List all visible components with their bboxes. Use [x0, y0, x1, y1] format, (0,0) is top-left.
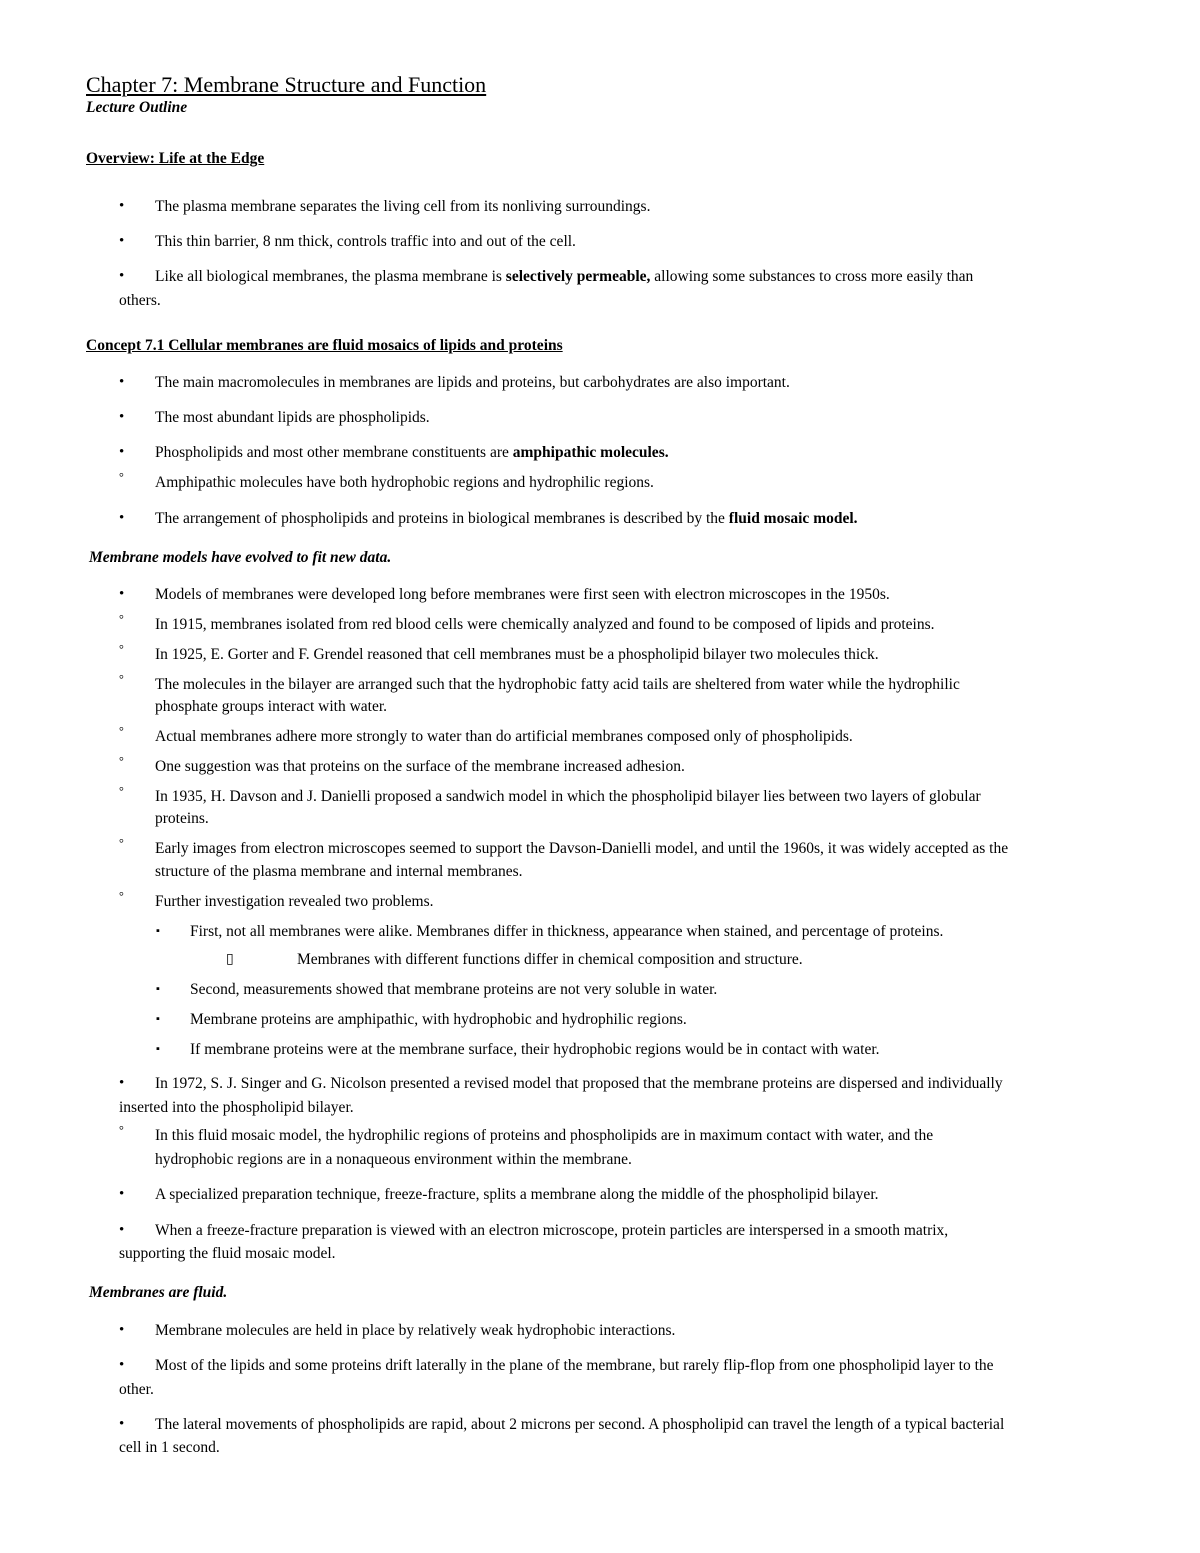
- models-subsub-2: Second, measurements showed that membrane proteins are not very soluble in water.: [190, 981, 718, 998]
- models-level4-1: Membranes with different functions differ in chemical composition and structure.: [297, 951, 803, 968]
- bullet-icon: •: [119, 1222, 125, 1238]
- concept-bullet-1: The main macromolecules in membranes are lipids and proteins, but carbohydrates are also important.: [155, 374, 790, 391]
- models-bullet-2-line-1: In 1972, S. J. Singer and G. Nicolson presented a revised model that proposed that the membrane proteins are dispersed and individually: [155, 1075, 1003, 1092]
- fluid-bullet-3-line-2: cell in 1 second.: [119, 1439, 220, 1456]
- text-segment: Like all biological membranes, the plasma membrane is: [155, 268, 506, 285]
- bullet-icon: •: [119, 586, 125, 602]
- circle-bullet-icon: °: [119, 724, 124, 738]
- circle-bullet-icon: °: [119, 470, 124, 484]
- bullet-icon: •: [119, 1357, 125, 1373]
- models-bullet-2-line-2: inserted into the phospholipid bilayer.: [119, 1099, 354, 1116]
- models-sub-6-line-1: In 1935, H. Davson and J. Danielli proposed a sandwich model in which the phospholipid bilayer lies between two layers of globular: [155, 788, 981, 805]
- overview-bullet-2: This thin barrier, 8 nm thick, controls traffic into and out of the cell.: [155, 233, 576, 250]
- bold-term: amphipathic molecules.: [512, 444, 669, 461]
- circle-bullet-icon: °: [119, 754, 124, 768]
- bullet-icon: •: [119, 233, 125, 249]
- box-bullet-icon: ▯: [226, 952, 234, 967]
- square-bullet-icon: ▪: [156, 925, 160, 937]
- concept-bullet-2: The most abundant lipids are phospholipids.: [155, 409, 430, 426]
- bullet-icon: •: [119, 198, 125, 214]
- concept-bullet-4: [155, 507, 858, 530]
- overview-bullet-3: [155, 265, 973, 288]
- models-sub-3-line-2: phosphate groups interact with water.: [155, 698, 388, 715]
- bullet-icon: •: [119, 510, 125, 526]
- circle-bullet-icon: °: [119, 836, 124, 850]
- square-bullet-icon: ▪: [156, 983, 160, 995]
- overview-bullet-3-continuation: others.: [119, 292, 161, 309]
- bullet-icon: •: [119, 1186, 125, 1202]
- fluid-bullet-2-line-2: other.: [119, 1381, 154, 1398]
- bullet-icon: •: [119, 1416, 125, 1432]
- models-sub-8: Further investigation revealed two problems.: [155, 893, 434, 910]
- bullet-icon: •: [119, 1075, 125, 1091]
- models-subsub-1: First, not all membranes were alike. Membranes differ in thickness, appearance when stained, and percentage of proteins.: [190, 923, 944, 940]
- bullet-icon: •: [119, 1322, 125, 1338]
- circle-bullet-icon: °: [119, 1123, 124, 1137]
- models-sub-9-line-2: hydrophobic regions are in a nonaqueous environment within the membrane.: [155, 1151, 632, 1168]
- models-sub-2: In 1925, E. Gorter and F. Grendel reasoned that cell membranes must be a phospholipid bilayer two molecules thick.: [155, 646, 879, 663]
- models-sub-4: Actual membranes adhere more strongly to water than do artificial membranes composed only of phospholipids.: [155, 728, 853, 745]
- bullet-icon: •: [119, 268, 125, 284]
- models-sub-9-line-1: In this fluid mosaic model, the hydrophilic regions of proteins and phospholipids are in maximum contact with water, and the: [155, 1127, 934, 1144]
- models-sub-5: One suggestion was that proteins on the surface of the membrane increased adhesion.: [155, 758, 685, 775]
- models-sub-3-line-1: The molecules in the bilayer are arranged such that the hydrophobic fatty acid tails are sheltered from water while the hydrophilic: [155, 676, 960, 693]
- circle-bullet-icon: °: [119, 672, 124, 686]
- models-bullet-4-line-1: When a freeze-fracture preparation is viewed with an electron microscope, protein particles are interspersed in a smooth matrix,: [155, 1222, 949, 1239]
- models-sub-1: In 1915, membranes isolated from red blood cells were chemically analyzed and found to be composed of lipids and proteins.: [155, 616, 935, 633]
- overview-bullet-1: The plasma membrane separates the living cell from its nonliving surroundings.: [155, 198, 651, 215]
- text-segment: Phospholipids and most other membrane constituents are: [155, 444, 513, 461]
- bullet-icon: •: [119, 374, 125, 390]
- concept-sub-1: Amphipathic molecules have both hydrophobic regions and hydrophilic regions.: [155, 474, 654, 491]
- circle-bullet-icon: °: [119, 889, 124, 903]
- membranes-fluid-heading: Membranes are fluid.: [89, 1284, 228, 1301]
- bold-term: selectively permeable,: [505, 268, 651, 285]
- overview-heading: Overview: Life at the Edge: [86, 150, 265, 167]
- circle-bullet-icon: °: [119, 784, 124, 798]
- models-sub-6-line-2: proteins.: [155, 810, 209, 827]
- models-subsub-4: If membrane proteins were at the membrane surface, their hydrophobic regions would be in contact with water.: [190, 1041, 880, 1058]
- square-bullet-icon: ▪: [156, 1013, 160, 1025]
- models-sub-7-line-1: Early images from electron microscopes seemed to support the Davson-Danielli model, and until the 1960s, it was widely accepted as the: [155, 840, 1009, 857]
- models-subsub-3: Membrane proteins are amphipathic, with hydrophobic and hydrophilic regions.: [190, 1011, 687, 1028]
- circle-bullet-icon: °: [119, 642, 124, 656]
- concept-bullet-3: [155, 441, 669, 464]
- models-sub-7-line-2: structure of the plasma membrane and internal membranes.: [155, 863, 523, 880]
- fluid-bullet-3-line-1: The lateral movements of phospholipids are rapid, about 2 microns per second. A phospholipid can travel the length of a typical bacterial: [155, 1416, 1005, 1433]
- square-bullet-icon: ▪: [156, 1043, 160, 1055]
- chapter-title: Chapter 7: Membrane Structure and Function: [86, 72, 487, 97]
- text-segment: allowing some substances to cross more easily than: [650, 268, 974, 285]
- bold-term: fluid mosaic model.: [728, 510, 858, 527]
- membrane-models-heading: Membrane models have evolved to fit new data.: [89, 549, 392, 566]
- lecture-outline-subtitle: Lecture Outline: [86, 99, 188, 116]
- bullet-icon: •: [119, 409, 125, 425]
- text-segment: The arrangement of phospholipids and proteins in biological membranes is described by the: [155, 510, 729, 527]
- fluid-bullet-2-line-1: Most of the lipids and some proteins drift laterally in the plane of the membrane, but rarely flip-flop from one phospholipid layer to the: [155, 1357, 994, 1374]
- bullet-icon: •: [119, 444, 125, 460]
- circle-bullet-icon: °: [119, 612, 124, 626]
- models-bullet-3: A specialized preparation technique, freeze-fracture, splits a membrane along the middle of the phospholipid bilayer.: [155, 1186, 879, 1203]
- concept-7-1-heading: Concept 7.1 Cellular membranes are fluid mosaics of lipids and proteins: [86, 337, 563, 354]
- models-bullet-1: Models of membranes were developed long before membranes were first seen with electron microscopes in the 1950s.: [155, 586, 890, 603]
- fluid-bullet-1: Membrane molecules are held in place by relatively weak hydrophobic interactions.: [155, 1322, 676, 1339]
- models-bullet-4-line-2: supporting the fluid mosaic model.: [119, 1245, 336, 1262]
